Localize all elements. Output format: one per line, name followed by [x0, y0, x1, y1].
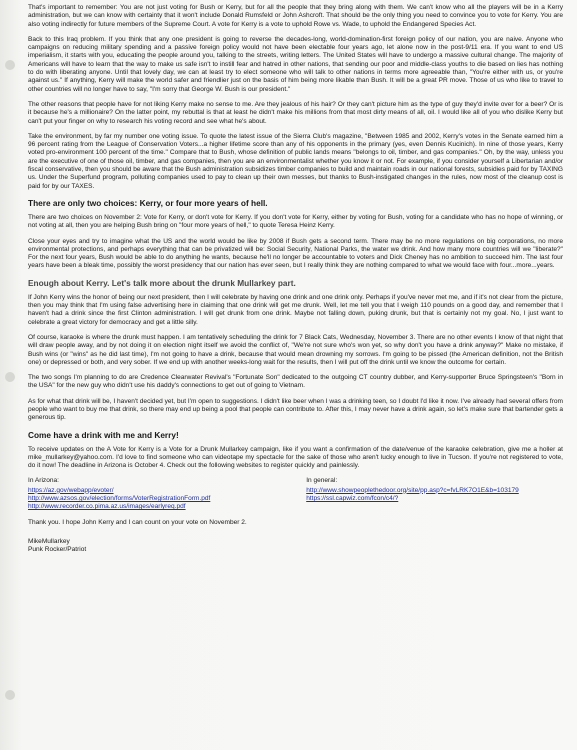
- arizona-label: In Arizona:: [28, 477, 59, 485]
- link-pima-recorder[interactable]: http://www.recorder.co.pima.az.us/images/earlyreq.pdf: [28, 503, 186, 511]
- link-showpeoplethedoor[interactable]: http://www.showpeoplethedoor.org/site/pp.asp?c=fvLRK7O1E&b=103179: [306, 486, 519, 494]
- paragraph-which-drink: As for what that drink will be, I haven't decided yet, but I'm open to suggestions. I didn't like beer when I was a drinking teen, so I doubt I'd like it now. I've already had several offers from people who want to buy me that drink, so there may end up being a pool that people can contribute to. After this, I may never have a drink again, so let's make sure that bartender gets a generous tip.: [28, 397, 563, 422]
- paragraph-supreme-court: That's important to remember: You are not just voting for Bush or Kerry, but for all the people that they bring along with them. We can't know who all the players will be in a Kerry administration, but we can know with certainty that it won't include Donald Rumsfeld or John Ashcroft. That should be the only thing you need to convince you to vote for Kerry. You are also voting indirectly for future members of the Supreme Court. A vote for Kerry is a vote to uphold Rowe vs. Wade, to uphold the Endangered Species Act.: [28, 4, 563, 28]
- link-azsos-form[interactable]: http://www.azsos.gov/election/forms/VoterRegistrationForm.pdf: [28, 494, 211, 502]
- paragraph-november-choice: There are two choices on November 2: Vote for Kerry, or don't vote for Kerry. If you don't vote for Kerry, either by voting for Bush, voting for a candidate who has no hope of winning, or not voting at all, then you are helping Bush bring on "four more years of hell," to quote Teresa Heinz Kerry.: [28, 213, 563, 230]
- paragraph-songs: The two songs I'm planning to do are Credence Clearwater Revival's "Fortunate Son" dedicated to the outgoing CT country dubber, and Kerry-supporter Bruce Springsteen's "Born in the USA" for the new guy who didn't use his daddy's connections to get out of going to Vietnam.: [28, 374, 563, 390]
- paragraph-one-drink: If John Kerry wins the honor of being our next president, then I will celebrate by having one drink and one drink only. Perhaps if you've never met me, and if it's not clear from the picture, then you may think that I'm using false advertising here in claiming that one drink will get me drunk. Well, let me tell you that I weigh 110 pounds on a good day, and remember that I haven't had a drink since the first Clinton administration. I will get drunk from one drink. Maybe not falling down, puking drunk, but that is certainly not my goal. No, I just want to celebrate a great victory for democracy and get a little silly.: [28, 293, 563, 326]
- signature-name: MikeMullarkey: [28, 537, 70, 545]
- closing-line: Thank you. I hope John Kerry and I can count on your vote on November 2.: [28, 519, 247, 527]
- heading-come-have-drink: Come have a drink with me and Kerry!: [28, 429, 179, 440]
- paragraph-environment: Take the environment, by far my number one voting issue. To quote the latest issue of the Sierra Club's magazine, "Between 1985 and 2002, Kerry's votes in the Senate earned him a 96 percent rating from the League of Conservation Voters...a higher lifetime score than any of his opponents in the primary (yes, even Dennis Kucinich). In nine of those years, Kerry voted pro-environment 100 percent of the time." Compare that to Bush, whose definition of public lands means "belongs to oil, timber, and gas companies." Oh, by the way, unless you are the executive of one of those oil, timber, and gas companies, then you are an environmentalist whether you know it or not. For example, if you consider yourself a Libertarian and/or fiscal conservative, then you should be aware that the Bush administration subsidizes timber companies to build and maintain roads in our national forests, subsidies paid for by TAXING us. Under the Superfund program, polluting companies used to pay to clean up their own messes, but thanks to Bush-instigated changes in the rules, now most of the cleanup cost is paid for by our TAXES.: [28, 132, 563, 190]
- paragraph-iraq: Back to this Iraq problem. If you think that any one president is going to reverse the decades-long, world-domination-first foreign policy of our nation, you are naive. Anyone who campaigns on reducing military spending and a passive foreign policy would not have been electable four years ago, let alone now in the post-9/11 era. If you want to end US imperialism, it starts with you, educating the people around you, talking to the streets, writing letters. The United States will have to undergo a massive cultural change. The majority of Americans will have to learn that the way to make us safe isn't to instill fear and hatred in other nations, that sending our poor and middle-class youths to die based on lies has nothing to do with liberating anyone. Until that lovely day, we can at least try to elect someone who will talk to other nations in terms more agreeable than, "You're either with us, or you're against us." If anything, Kerry will make the world safer and friendlier just on the basis of him being more likable than Bush. It will be a great PR move. Those of us who like to travel to other countries will no longer have to say, "I'm sorry that George W. Bush is our president.": [28, 35, 563, 93]
- heading-two-choices: There are only two choices: Kerry, or four more years of hell.: [28, 197, 268, 208]
- signature-block: [28, 538, 563, 555]
- general-label: In general:: [306, 477, 338, 485]
- paragraph-updates: To receive updates on the A Vote for Kerry is a Vote for a Drunk Mullarkey campaign, like if you want a confirmation of the date/venue of the karaoke celebration, give me a holler at mike_mullarkey@yahoo.com. I'd love to find someone who can videotape my spectacle for the sake of those who aren't lucky enough to live in Tucson. If you're not registered to vote, do it now! The deadline in Arizona is October 4. Check out the following websites to register quickly and painlessly.: [28, 445, 563, 470]
- punch-hole: [5, 690, 15, 700]
- punch-hole: [5, 60, 15, 70]
- heading-drunk-mullarkey: Enough about Kerry. Let's talk more about the drunk Mullarkey part.: [28, 277, 296, 288]
- signature-title: Punk Rocker/Patriot: [28, 545, 87, 553]
- paragraph-karaoke: Of course, karaoke is where the drunk must happen. I am tentatively scheduling the drink for 7 Black Cats, Wednesday, November 3. There are no other events I know of that night that will draw people away, and by not doing it on election night itself we avoid the conflict of, "We're not sure who's won yet, so why don't you have a drink anyway?" Make no mistake, if Bush wins (or "wins" as he did last time), I'm not going to have a drink, because that would mean drowning my sorrows. I'm going to be pissed (the American definition, not the British one) or depressed or both, and very sober. If we end up with another weeks-long wait for the results, then I will put off the drink until we know the outcome for certain.: [28, 333, 563, 366]
- link-az-evoter[interactable]: https://az.gov/webapp/evoter/: [28, 486, 114, 494]
- paragraph-dislike-kerry: The other reasons that people have for not liking Kerry make no sense to me. Are they jealous of his hair? Or they can't picture him as the type of guy they'd invite over for a beer? Or is it because he's a millionaire? On the latter point, my rebuttal is that at least he didn't make his millions from that most dirty means of all, oil. I would like all of you who dislike Kerry but can't put your finger on why to research his voting record and see what he's about.: [28, 100, 563, 125]
- link-capwiz[interactable]: https://ssl.capwiz.com/fcon/c4/?: [306, 494, 399, 502]
- arizona-links: [28, 477, 285, 511]
- punch-hole: [5, 372, 15, 382]
- registration-links: [28, 477, 563, 511]
- general-links: [306, 477, 563, 511]
- paragraph-imagine-2008: Close your eyes and try to imagine what the US and the world would be like by 2008 if Bush gets a second term. There may be no more regulations on big corporations, no more environmental protections, and perhaps everything that can be privatized will be: Social Security, National Parks, the water we drink. And how many more countries will we "liberate?" For the next four years, Bush would be able to do anything he wants, because he'll no longer be accountable to voters and Dick Cheney has no ambition to succeed him. The last four years have been a bleak time, possibly the worst presidency that our nation has ever seen, but I really think they are nothing compared to what we would face with four...more...years.: [28, 237, 563, 270]
